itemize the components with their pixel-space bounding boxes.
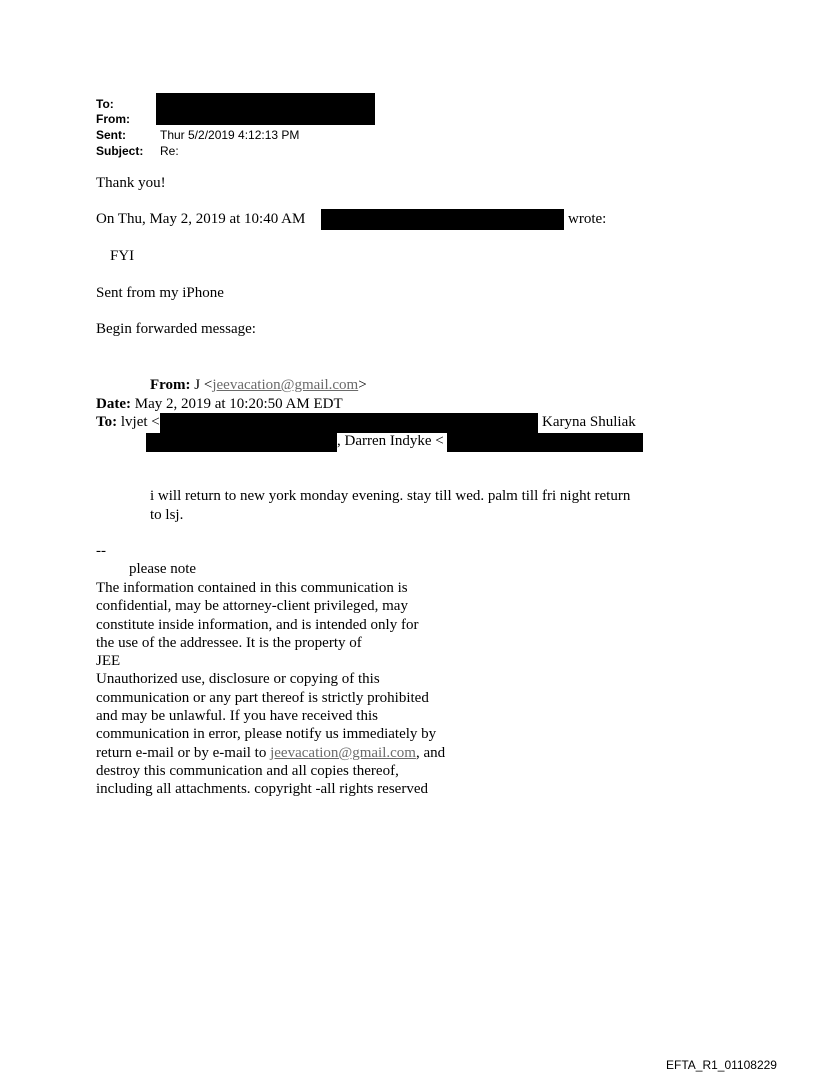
disclaimer-line: including all attachments. copyright -all rights reserved xyxy=(96,781,428,798)
sent-from-text: Sent from my iPhone xyxy=(96,285,224,301)
quote-intro-suffix: wrote: xyxy=(568,211,607,227)
disclaimer-line: Unauthorized use, disclosure or copying of this xyxy=(96,671,380,688)
begin-forwarded-text: Begin forwarded message: xyxy=(96,321,256,337)
disclaimer-line: the use of the addressee. It is the property of xyxy=(96,634,362,651)
reply-text: Thank you! xyxy=(96,175,166,191)
forwarded-from-line xyxy=(150,376,367,395)
disclaimer-line: confidential, may be attorney-client privileged, may xyxy=(96,598,408,615)
subject-label: Subject: xyxy=(96,144,144,158)
redaction-recipient-2 xyxy=(146,433,337,452)
forwarded-date-line xyxy=(96,395,343,414)
forwarded-date-value: May 2, 2019 at 10:20:50 AM EDT xyxy=(134,396,343,412)
forwarded-from-email-link[interactable]: jeevacation@gmail.com xyxy=(212,377,359,393)
signature-dashes: -- xyxy=(96,543,106,559)
from-label: From: xyxy=(96,112,130,126)
redaction-to-address xyxy=(160,413,538,433)
sent-label: Sent: xyxy=(96,128,126,142)
disclaimer-line: communication or any part thereof is strictly prohibited xyxy=(96,689,429,706)
disclaimer-email-prefix: return e-mail or by e-mail to xyxy=(96,744,271,761)
sent-value: Thur 5/2/2019 4:12:13 PM xyxy=(160,128,300,142)
disclaimer-block xyxy=(96,579,445,799)
forwarded-to-name: lvjet < xyxy=(120,414,160,430)
redaction-to-from xyxy=(156,93,375,125)
disclaimer-email-link[interactable]: jeevacation@gmail.com xyxy=(270,744,416,761)
disclaimer-line: JEE xyxy=(96,653,121,670)
forwarded-from-label: From: xyxy=(150,377,191,393)
document-id: EFTA_R1_01108229 xyxy=(666,1058,777,1072)
disclaimer-line: communication in error, please notify us immediately by xyxy=(96,726,437,743)
signature-please-note: please note xyxy=(129,561,197,577)
quote-intro-prefix: On Thu, May 2, 2019 at 10:40 AM xyxy=(96,211,306,227)
disclaimer-email-line xyxy=(96,744,445,762)
disclaimer-email-suffix: , and xyxy=(415,744,446,761)
to-label: To: xyxy=(96,97,114,111)
forwarded-to-line xyxy=(96,413,160,432)
forwarded-from-close: > xyxy=(358,377,367,393)
fyi-text: FYI xyxy=(110,248,135,264)
subject-value: Re: xyxy=(160,144,179,158)
forwarded-from-name: J < xyxy=(194,377,213,393)
redaction-recipient-3 xyxy=(447,433,643,452)
disclaimer-line: destroy this communication and all copies thereof, xyxy=(96,762,399,779)
forwarded-message-line-2: to lsj. xyxy=(150,507,184,523)
forwarded-date-label: Date: xyxy=(96,396,131,412)
disclaimer-line: The information contained in this communication is xyxy=(96,580,408,596)
forwarded-message-line-1: i will return to new york monday evening. stay till wed. palm till fri night return xyxy=(150,488,631,504)
recipient-darren: , Darren Indyke < xyxy=(337,433,444,449)
disclaimer-line: constitute inside information, and is intended only for xyxy=(96,616,419,633)
forwarded-to-label: To: xyxy=(96,414,118,430)
redaction-quote-sender xyxy=(321,209,564,230)
recipient-karyna: Karyna Shuliak xyxy=(542,414,636,430)
disclaimer-line: and may be unlawful. If you have received this xyxy=(96,708,378,725)
